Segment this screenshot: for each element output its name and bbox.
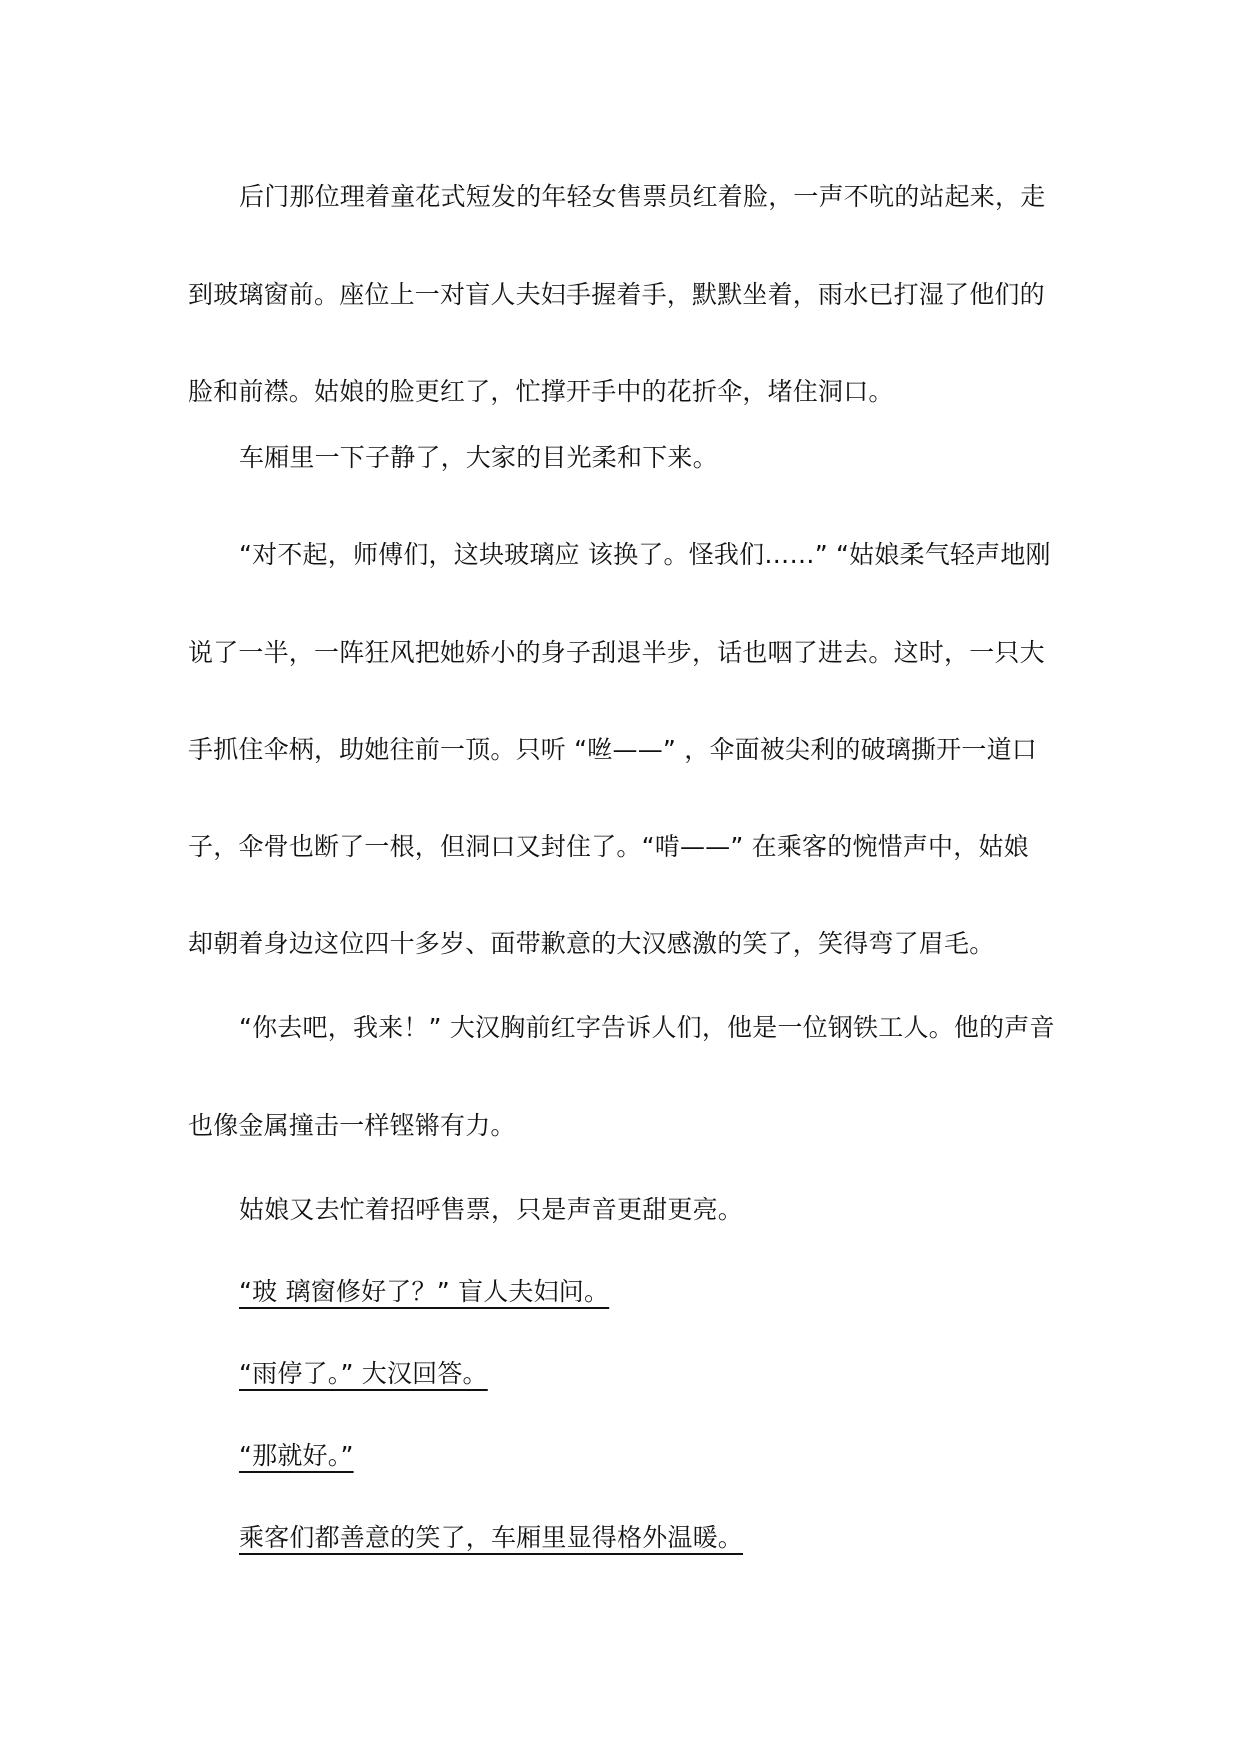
- paragraph-3-line-3: 手抓住伞柄，助她往前一顶。只听 “咝——” ，伞面被尖利的破璃撕开一道口: [188, 735, 1037, 764]
- paragraph-3-line-1: “对不起，师傅们，这块玻璃应 该换了。怪我们……” “姑娘柔气轻声地刚: [239, 540, 1051, 569]
- paragraph-8: [239, 1441, 1059, 1471]
- underlined-text: “玻 璃窗修好了？” 盲人夫妇问。: [239, 1277, 610, 1306]
- paragraph-5: 姑娘又去忙着招呼售票，只是声音更甜更亮。: [239, 1195, 744, 1224]
- paragraph-7: [239, 1359, 1059, 1389]
- paragraph-1-line-3: 脸和前襟。姑娘的脸更红了，忙撑开手中的花折伞，堵住洞口。: [188, 377, 894, 406]
- underlined-text: “雨停了。” 大汉回答。: [239, 1359, 488, 1388]
- paragraph-1-line-1: 后门那位理着童花式短发的年轻女售票员红着脸，一声不吭的站起来，走: [239, 182, 1046, 211]
- paragraph-6: [239, 1277, 1059, 1307]
- paragraph-4-line-1: “你去吧，我来！” 大汉胸前红字告诉人们，他是一位钢铁工人。他的声音: [239, 1013, 1055, 1042]
- paragraph-3-line-2: 说了一半，一阵狂风把她娇小的身子刮退半步，话也咽了进去。这时，一只大: [188, 638, 1045, 667]
- underlined-text: 乘客们都善意的笑了，车厢里显得格外温暖。: [239, 1523, 744, 1552]
- paragraph-9: [239, 1523, 1059, 1553]
- paragraph-3-line-5: 却朝着身边这位四十多岁、面带歉意的大汉感激的笑了，笑得弯了眉毛。: [188, 929, 995, 958]
- paragraph-2: 车厢里一下子静了，大家的目光柔和下来。: [239, 443, 718, 472]
- paragraph-1-line-2: 到玻璃窗前。座位上一对盲人夫妇手握着手，默默坐着，雨水已打湿了他们的: [188, 280, 1045, 309]
- paragraph-3-line-4: 子，伞骨也断了一根，但洞口又封住了。“啃——” 在乘客的惋惜声中，姑娘: [188, 832, 1029, 861]
- underlined-text: “那就好。”: [239, 1441, 354, 1470]
- paragraph-4-line-2: 也像金属撞击一样铿锵有力。: [188, 1111, 516, 1140]
